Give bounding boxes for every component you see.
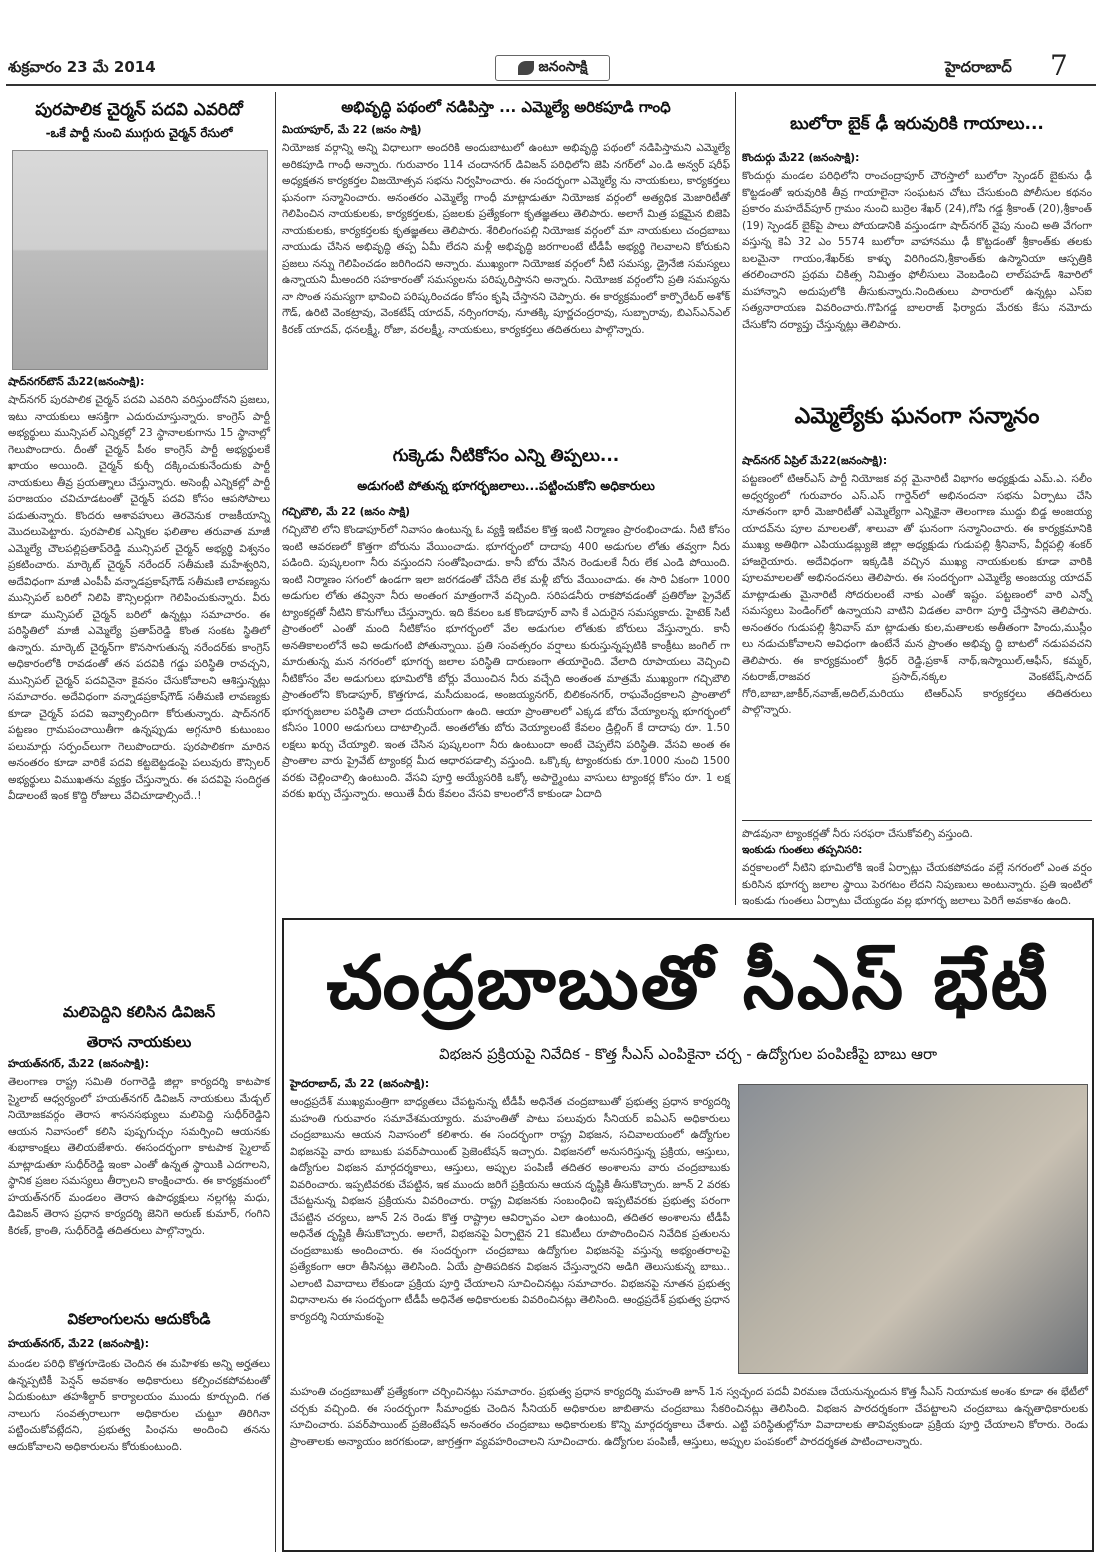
banner-body-top: ఆంధ్రప్రదేశ్ ముఖ్యమంత్రిగా బాధ్యతలు చేపట్టనున్న టీడీపీ అధినేత చంద్రబాబుతో ప్రభుత్వ ప్రధాన కార్యదర్శి మహంతి గురువారం సమావేశమయ్యారు. మహంతితో పాటు పలువురు సీనియర్ ఐఏఎస్ అధికారులు చంద్రబాబును ఆయన నివాసంలో కలిశారు. ఈ సందర్భంగా రాష్ట్ర విభజన, సచివాలయంలో ఉద్యోగుల విభజనపై వారు బాబుకు పవర్‌పాయింట్ ప్రెజెంటేషన్ ఇచ్చారు. విభజనలో అనుసరిస్తున్న ప్రక్రియ, ఆస్తులు, ఉద్యోగుల విభజన మార్గదర్శకాలు, ఆస్తులు, అప్పుల పంపిణీ తదితర అంశాలను వారు చంద్రబాబుకు వివరించారు. ఇప్పటివరకు చేపట్టిన, ఇక ముందు జరిగే ప్రక్రియను ఆయన దృష్టికి తీసుకొచ్చారు. జూన్ 2 వరకు చేపట్టనున్న విభజన ప్రక్రియను వివరించారు. రాష్ట్ర విభజనకు సంబంధించి ఇప్పటివరకు ప్రభుత్వ పరంగా చేపట్టిన చర్యలు, జూన్ 2న రెండు కొత్త రాష్ట్రాల ఆవిర్భావం ఎలా ఉంటుంది, తదితర అంశాలను టీడీపీ అధినేత దృష్టికి తీసుకొచ్చారు. అలాగే, విభజనపై ఏర్పాటైన 21 కమిటీలు రూపొందించిన నివేదిక ప్రతులను చంద్రబాబుకు అందించారు. ఈ సందర్భంగా చంద్రబాబు ఉద్యోగుల విభజనపై వస్తున్న అభ్యంతరాలపై ప్రత్యేకంగా ఆరా తీసినట్లు తెలిసింది. ఏయే ప్రాతిపదికన విభజన చేస్తున్నారని అడిగి తెలుసుకున్న బాబు.. ఎలాంటి వివాదాలు లేకుండా ప్రక్రియ పూర్తి చేయాలని సూచించినట్లు సమాచారం. విభజనపై నూతన ప్రభుత్వ విధానాలను ఈ సందర్భంగా టీడీపీ అధినేత అధికారులకు వివరించినట్లు తెలిసింది. ఆంధ్రప్రదేశ్ ప్రభుత్వ ప్రధాన కార్యదర్శి నియామకంపై — [290, 1096, 730, 1323]
banner-subtitle: విభజన ప్రక్రియపై నివేదిక - కొత్త సీఎస్ ఎంపికైనా చర్చ - ఉద్యోగుల పంపిణీపై బాబు ఆరా — [438, 1045, 938, 1063]
mid-story2-body: గచ్చిబౌలి లోని కొండాపూర్‌లో నివాసం ఉంటున్న ఓ వ్యక్తి ఇటీవల కొత్త ఇంటి నిర్మాణం ప్రారంభించాడు. నీటి కోసం ఇంటి ఆవరణలో కొత్తగా బోరును వేయించాడు. భూగర్భంలో దాదాపు 400 అడుగుల లోతు తవ్వగా నీరు పడింది. పుష్కలంగా నీరు వస్తుందని సంతోషించాడు. కానీ బోరు వేసిన రెండులకే నీరు లేక ఎండి పోయింది. ఇంటి నిర్మాణం సగంలో ఉండగా ఇలా జరగడంతో చేసేది లేక మళ్లీ బోరు వేయించాడు. ఈ సారి ఏకంగా 1000 అడుగుల లోతు తవ్వినా నీరు అంతంగ మాత్రంగానే వచ్చింది. సరిపడనీరు రాకపోవడంతో ప్రతిరోజు ప్రైవేట్ ట్యాంకర్లతో నీటిని కొనుగోలు చేస్తున్నారు. ఇది కేవలం ఒక కొండాపూర్ వాసి కే ఎదురైన సమస్యకాదు. హైటెక్ సిటీ ప్రాంతంలో ఎంతో మంది నీటికోసం భూగర్భంలో వేల అడుగుల లోతుకు బోరులు వేస్తున్నారు. కానీ అనతికాలంలోనే అవి అడుగంటి పోతున్నాయి. ప్రతి సంవత్సరం వర్షాలు కురుస్తున్నప్పటికి కాంక్రీటు జంగిల్ గా మారుతున్న మన నగరంలో భూగర్భ జలాల పరిస్థితి దారుణంగా తయారైంది. వేలాది రూపాయలు వెచ్చించి నీటికోసం వేల అడుగులు భూమిలోకి బోర్లు వేయించిన నీరు వచ్చేది అంతంత మాత్రమే ముఖ్యంగా గచ్చిబౌలి ప్రాంతంలోని కొండాపూర్, కొత్తగూడ, మసీదుబండ, అంజయ్యనగర్, బిలికంనగర్, రాఘవేంద్రకాలని ప్రాంతాలో భూగర్భజలాల పరిస్థితి చాలా దయనీయంగా ఉంది. ఆయా ప్రాంతాలలో ఎక్కడ బోరు వేయ్యాలన్న భూగర్భంలో కనీసం 1000 అడుగులు దాటాల్సిందే. అంతలోతు బోరు వెయ్యాలంటే కేవలం డ్రిల్లింగ్ కే దాదాపు రూ. 1.50 లక్షలు ఖర్చు చేయ్యాలి. ఇంత చేసిన పుష్కలంగా నీరు ఉంటుందా అంటే చెప్పలేని పరిస్థితి. వేసవి అంత ఈ ప్రాంతాల వారు ప్రైవేట్ ట్యాంకర్ల మీద ఆధారపడాల్సి వస్తుంది. ఒక్కొక్క ట్యాంకరుకు రూ.1000 నుంచి 1500 వరకు చెల్లించాల్సి ఉంటుంది. వేసవి పూర్తి అయ్యేసరికి ఒక్కో అపార్ట్మెంటు వాసులు ట్యాంకర్ల కోసం రూ. 1 లక్ష వరకు ఖర్చు చేస్తున్నారు. అయితే వీరు కేవలం వేసవి కాలంలోనే కాకుండా ఏదాది — [282, 524, 730, 800]
left-story-dateline: షాద్‌నగర్‌టౌన్ మే22(జనంసాక్షి): — [8, 376, 145, 388]
masthead-rule — [6, 84, 1096, 86]
mid-story1-dateline: మియాపూర్, మే 22 (జనం సాక్షి) — [282, 124, 422, 136]
banner-dateline: హైదరాబాద్, మే 22 (జనంసాక్షి): — [290, 1078, 430, 1090]
right-story2-dateline: షాద్‌నగర్ ఏప్రిల్ మే22(జనంసాక్షి): — [742, 455, 888, 467]
logo-text: జనంసాక్షి — [538, 58, 588, 75]
left-story-subtitle: -ఒకే పార్టీ నుంచి ముగ్గురు చైర్మన్ రేసులో — [45, 126, 233, 140]
edition-city: హైదరాబాద్ — [945, 58, 1012, 76]
right-story2-title: ఎమ్మెల్యేకు ఘనంగా సన్మానం — [794, 404, 1040, 429]
right-story1-title: బులోరా బైక్ ఢీ ఇరువురికి గాయాలు... — [790, 114, 1044, 134]
banner-title: చంద్రబాబుతో సీఎస్ భేటీ — [326, 940, 1050, 1026]
left-story2-body: తెలంగాణ రాష్ట్ర సమితి రంగారెడ్డి జిల్లా కార్యదర్శి కాటపాక స్మైలాబ్ ఆధ్వర్యంలో హయత్‌నగర్ డివిజన్ నాయకులు మేడ్చల్ నియోజకవర్గం తెరాస శాసనసభ్యులు మలిపెద్ది సుధీర్‌రెడ్డిని ఆయన నివాసంలో కలిసి పుష్పగుచ్చం సమర్పించి ఆయనకు శుభాకాంక్షలు తెలియజేశారు. ఈసందర్భంగా కాటపాక స్మైలాబ్ మాట్లాడుతూ సుధీర్‌రెడ్డి ఇంకా ఎంతో ఉన్నత స్థాయికి ఎదగాలని, స్థానిక ప్రజల సమస్యలు తీర్చాలని కాంక్షించారు. ఈ కార్యక్రమంలో హయత్‌నగర్ మండలం తెరాస ఉపాధ్యక్షులు నల్లగట్ల మధు, డివిజన్ తెరాస ప్రధాన కార్యదర్శి జెనిగె అరుణ్ కుమార్, గంగిని కిరణ్, క్రాంతి, సుధీర్‌రెడ్డి తదితరులు పాల్గొన్నారు. — [8, 1076, 270, 1237]
mid-story2-dateline: గచ్చిబౌలి, మే 22 (జనం సాక్షి) — [282, 506, 410, 518]
mid-story1-title: అభివృద్ధి పథంలో నడిపిస్తా ... ఎమ్మెల్యే అరికపూడి గాంధి — [341, 98, 671, 116]
left-story3-body: మండల పరిధి కొత్తగూడెంకు చెందిన ఈ మహిళకు అన్ని అర్హతలు ఉన్నప్పటికీ పెన్షన్ అవకాశం అధికారులు కల్పించకపోవటంతో ఏదుకుంటూ తహశీల్దార్ కార్యాలయం ముందు కూర్చుంది. గత నాలుగు సంవత్సరాలుగా అధికారుల చుట్టూ తిరిగినా పట్టించుకోవట్లేదని, ప్రభుత్వ పింఛను అందించి తనను ఆదుకోవాలని అధికారులను కోరుకుంటుంది. — [8, 1358, 270, 1453]
banner-body-bottom: మహంతి చంద్రబాబుతో ప్రత్యేకంగా చర్చించినట్లు సమాచారం. ప్రభుత్వ ప్రధాన కార్యదర్శి మహంతి జూన్ 1న స్వచ్ఛంద పదవీ విరమణ చేయనున్నందున కొత్త సీఎస్ నియామక అంశం కూడా ఈ భేటీలో చర్చకు వచ్చింది. ఈ సందర్భంగా సీమాంధ్రకు చెందిన సీనియర్ అధికారుల జాబితాను చంద్రబాబు సేకరించినట్లు తెలిసింది. విభజన పారదర్శకంగా చేపట్టాలని చంద్రబాబు ఉన్నతాధికారులకు సూచించారు. పవర్‌పాయింట్ ప్రజెంటేషన్ అనంతరం చంద్రబాబు అధికారులకు కొన్ని మార్గదర్శకాలు చేశారు. ఎట్టి పరిస్థితుల్లోనూ వివాదాలకు తావివ్వకుండా ప్రక్రియ పూర్తి చేయాలని కోరారు. రెండు ప్రాంతాలకు అన్యాయం జరగకుండా, జాగ్రత్తగా వ్యవహరించాలని సూచించారు. ఉద్యోగుల పంపిణీ, ఆస్తులు, అప్పుల పంపకంలో పారదర్శకత పాటించాలన్నారు. — [290, 1386, 1088, 1448]
left-story2-title2: తెరాస నాయకులు — [86, 1033, 192, 1051]
mid-story2-subtitle: అడుగంటి పోతున్న భూగర్భజలాలు...పట్టించుకోని అధికారులు — [357, 478, 655, 493]
logo-leaf-icon — [518, 61, 534, 75]
right-rule — [742, 820, 1092, 821]
building-photo — [12, 150, 268, 370]
mid-story2-title: గుక్కెడు నీటికోసం ఎన్ని తిప్పలు... — [392, 446, 620, 466]
newspaper-logo — [495, 55, 610, 81]
issue-date: శుక్రవారం 23 మే 2014 — [8, 58, 156, 76]
column-rule-1 — [275, 92, 276, 1552]
right-story1-body: కొందుర్గు మండల పరిధిలోని రాంచంద్రాపూర్ చౌరస్తాలో బులోరా స్పెండర్ బైకును ఢీ కొట్టడంతో ఇరువురికి తీవ్ర గాయాలైనా సంఘటన చోటు చేసుకుంది పోలీసుల కథనం ప్రకారం మహదేవ్‌పూర్ గ్రామం నుంచి బుర్రెల శేఖర్ (24),గోపి గడ్డ శ్రీకాంత్ (20),శ్రీకాంత్ (19) స్పెండర్ బైక్‌పై పాలు పోయడానికి వస్తుండగా షాద్‌నగర్ వైపు నుంచి అతి వేగంగా వస్తున్న కెఏ 32 ఎం 5574 బులోరా వాహానము ఢీ కొట్టడంతో శ్రీకాంత్‌కు తలకు బలమైనా గాయం,శేఖర్‌కు కాళ్ళు విరిగిందని,శ్రీకాంత్‌కు ఉస్మానియా ఆస్పత్రికి తరలించారని ప్రథమ చికిత్స నిమిత్తం ఫోలీసులు వెంబడించి లాల్‌పహడ్ శివారిలో మహాన్నాని అదుపులోకి తీసుకున్నారు.నిందితులు పారారులో ఉన్నట్లు ఎస్ఐ సత్యనారాయణ వివరించారు.గొపిగడ్డ బాలరాజ్ ఫిర్యాదు మేరకు కేసు నమోదు చేసుకోని దర్యాప్తు చేస్తున్నట్లు తెలిపారు. — [742, 170, 1092, 331]
continued-body: వర్షకాలంలో నీటిని భూమిలోకి ఇంకే ఏర్పాట్లు చేయకపోవడం వల్లే నగరంలో ఎంత వర్షం కురిసిన భూగర్భ జలాల స్థాయి పెరగటం లేదని నిపుణులు అంటున్నారు. ప్రతి ఇంటిలో ఇంకుడు గుంతలు ఏర్పాటు చేయ్యడం వల్ల భూగర్భ జలాలు పెరిగే అవకాశం ఉంది. — [742, 862, 1092, 907]
left-story-title: పురపాలిక చైర్మన్ పదవి ఎవరిదో — [35, 100, 243, 120]
left-story2-dateline: హయత్‌నగర్, మే22 (జనంసాక్షి): — [8, 1058, 149, 1070]
column-rule-2 — [735, 92, 736, 905]
page-number: 7 — [1050, 49, 1068, 82]
meeting-photo — [738, 1084, 1088, 1374]
left-story3-dateline: హయత్‌నగర్, మే22 (జనంసాక్షి): — [8, 1338, 149, 1350]
continued-subhead: ఇంకుడు గుంతలు తప్పనిసరి: — [742, 844, 863, 856]
mid-story1-body: నియోజక వర్గాన్ని అన్ని విధాలుగా అందరికి అందుబాటులో ఉంటూ అభివృద్ధి పథంలో నడిపిస్తామని ఎమ్మెల్యే అరికపూడి గాంధీ అన్నారు. గురువారం 114 చందానగర్ డివిజన్ పరిధిలోని జెపి నగర్‌లో ఎం.డి అన్వర్ షరీఫ్ అధ్యక్షతన కార్యకర్తల విజయోత్సవ సభను నిర్వహించారు. ఈ సందర్భంగా ఎమ్మెల్యే ను నాయకులు, కార్యకర్తలు ఘనంగా సన్మానించారు. అనంతరం ఎమ్మెల్యే గాంధీ మాట్లాడుతూ నియోజక వర్గంలో అత్యధిక మెజారిటీతో గెలిపించిన నాయకులకు, కార్యకర్తలకు, ప్రజలకు ప్రత్యేకంగా కృతజ్ఞతలు తెలిపారు. అలాగే మిత్ర పక్షమైన బిజెపి నాయకులకు, కార్యకర్తలకు కృతజ్ఞతలు తెలిపారు. శేరిలింగంపల్లి నియోజక వర్గంలో మా నాయకులు చంద్రబాబు నాయుడు చేసిన అభివృద్ధి తప్ప ఏమీ లేదని మళ్లీ అభివృద్ధి జరగాలంటే టీడీపీ అభ్యర్థి గెలవాలని కోరుకుని ప్రజలు నన్ను గెలిపించడం జరిగిందని అన్నారు. ముఖ్యంగా నియోజక వర్గంలో నీటి సమస్య, డ్రైనేజి సమస్యలు ఉన్నాయని మీఅందరి సహకారంతో సమస్యలను పరిష్కరిస్తానని అన్నారు. నియోజక వర్గంలోని ప్రతి సమస్యను నా సొంత సమస్యగా భావించి పరిష్కరించడం కోసం కృషి చేస్తానని చెప్పారు. ఈ కార్యక్రమంలో కార్పొరేటర్ అశోక్ గౌడ్, ఉరిటి వెంకట్రావు, వెంకటేష్ యాదవ్, నర్సింగరావు, నూతక్కి పూర్ణచంద్రరావు, సుబ్బారావు, బిఎస్ఎన్ఎల్ కిరణ్ యాదవ్, ధనలక్ష్మీ, రోజా, వరలక్ష్మీ, నాయకులు, కార్యకర్తలు తదితరులు పాల్గొన్నారు. — [282, 142, 730, 336]
left-story2-title1: మలిపెద్దిని కలిసిన డివిజన్ — [62, 1003, 216, 1021]
right-story1-dateline: కొందుర్గు మే22 (జనంసాక్షి): — [742, 152, 860, 164]
continued-lead: పొడవునా ట్యాంకర్లతో నీరు సరఫరా చేసుకోవల్సి వస్తుంది. — [742, 828, 973, 840]
left-story-body: షాద్‌నగర్ పురపాలిక చైర్మన్ పదవి ఎవరిని వరిస్తుందోనని ప్రజలు, ఇటు నాయకులు ఆసక్తిగా ఎదురుచూస్తున్నారు. కాంగ్రెస్ పార్టీ అభ్యర్థులు మున్సిపల్ ఎన్నికల్లో 23 స్థానాలకుగాను 15 స్థానాల్లో గెలుపొందారు. దీంతో చైర్మన్ పీఠం కాంగ్రెస్ పార్టీ అభ్యర్థులకే ఖాయం అయింది. చైర్మన్ కుర్చీ దక్కించుకునేందుకు పార్టీ నాయకులు తీవ్ర ప్రయత్నాలు చేస్తున్నారు. అసెంబ్లీ ఎన్నికల్లో పార్టీ పరాజయం చవిచూడటంతో చైర్మన్ పదవి కోసం ఆపసోపాలు పడుతున్నారు. కొందరు ఆశావహులు తెరవెనుక రాజకీయాన్ని మొదలుపెట్టారు. పురపాలిక ఎన్నికల ఫలితాల తరువాత మాజీ ఎమ్మెల్యే చౌలపల్లిప్రతాప్‌రెడ్డి మున్సిపల్ చైర్మన్ అభ్యర్థి విశ్వనం ప్రకటించారు. మార్కెట్ చైర్మన్ నరేందర్ సతీమణి మహేశ్వరిని, అదేవిధంగా మాజీ ఎంపీపీ వన్నాడప్రకాష్‌గౌడ్ సతీమణి లావణ్యను మున్సిపల్ బరిలో నిలిపి కౌన్సిలర్లుగా గెలిపించుకున్నారు. వీరు కూడా మున్సిపల్ చైర్మన్ బరిలో ఉన్నట్లు సమాచారం. ఈ పరిస్థితిలో మాజీ ఎమ్మెల్యే ప్రతాప్‌రెడ్డి కొంత సంకట స్థితిలో ఉన్నారు. మార్కెట్ చైర్మన్‌గా కొనసాగుతున్న నరేందర్‌కు కాంగ్రెస్ అధికారంలోకి రావడంతో తన పదవికి గడ్డు పరిస్థితి రావచ్చని, మున్సిపల్ చైర్మన్ పదవినైనా కైవసం చేసుకోవాలని ఆశిస్తున్నట్లు సమాచారం. అదేవిధంగా వన్నాడప్రకాష్‌గౌడ్ సతీమణి లావణ్యకు కూడా చైర్మన్ పదవి ఇవ్వాల్సిందిగా కోరుతున్నారు. షాద్‌నగర్ పట్టణం గ్రామపంచాయితీగా ఉన్నప్పుడు అగ్గనూరి కుటుంబం పలుమార్లు సర్పంచ్‌లుగా గెలుపొందారు. పురపాలికగా మారిన అనంతరం కూడా వారికే పదవి కట్టబెట్టడంపై పలువురు కౌన్సిలర్ అభ్యర్థులు విముఖతను వ్యక్తం చేస్తున్నారు. ఈ పదవిపై సందిగ్ధత వీడాలంటే ఇంక కొద్ది రోజులు వేచిచూడాల్సిందే..! — [8, 394, 270, 802]
left-story3-title: వికలాంగులను ఆదుకోండి — [67, 1310, 211, 1328]
right-story2-body: పట్టణంలో టిఆర్ఎస్ పార్టీ నియోజక వర్గ మైనారిటీ విభాగం అధ్యక్షుడు ఎమ్.ఎ. సలీం అధ్వర్యంలో గురువారం ఎస్.ఎస్ గార్డెన్‌లో అభినందనా సభను ఏర్పాటు చేసి నూతనంగా భారీ మెజారిటీతో ఎమ్మెల్యేగా ఎన్నికైనా తెలంగాణ ముద్దు బిడ్డ అంజయ్య యాదవ్‌ను పూల మాలలతో, శాలువా తో ఘనంగా సన్మానించారు. ఈ కార్యక్రమానికి ముఖ్య అతిథిగా ఎపియుడబ్ల్యుజె జిల్లా అధ్యక్షుడు గుడుపల్లి శ్రీనివాస్, వీర్లపల్లి శంకర్ హాజరైయారు. అదేవిధంగా ఇక్కడికి వచ్చిన ముఖ్య నాయకులకు కూడా వారికి పూలమాలలతో అభినందనలు తెలిపారు. ఈ సందర్భంగా ఎమ్మెల్యే అంజయ్య యాదవ్ మాట్లాడుతు మైనారిటీ సోదరులంటే నాకు ఎంతో ఇష్టం. పట్టణంలో వారి ఎన్నో సమస్యలు పెండింగ్‌లో ఉన్నాయని వాటిని విడతల వారిగా పూర్తి చేస్తానని తెలిపారు. అనంతరం గుడుపల్లి శ్రీనివాస్ మా ట్లాడుతు కుల,మతాలకు అతీతంగా హిందు,ముస్లీం లు నడుచుకోవాలని అవిధంగా ఉంటేనే మన ప్రాంతం అభివృ ద్ధి బాటలో నడుపవచని తెలిపారు. ఈ కార్యక్రమంలో శ్రీధర్ రెడ్డి,ప్రకాశ్ నాథ్,ఇస్మాయిల్,ఆఫీస్, కమ్మర్, నటరాజ్,రాజవర ప్రసాద్,నక్కల వెంకటేష్,సాదద్ గోరి,బాబా,జాకీర్,నవాజ్,అదిల్,మరియు టిఆర్ఎస్ కార్యకర్తలు తదితరులు పాల్గొన్నారు. — [742, 473, 1092, 716]
